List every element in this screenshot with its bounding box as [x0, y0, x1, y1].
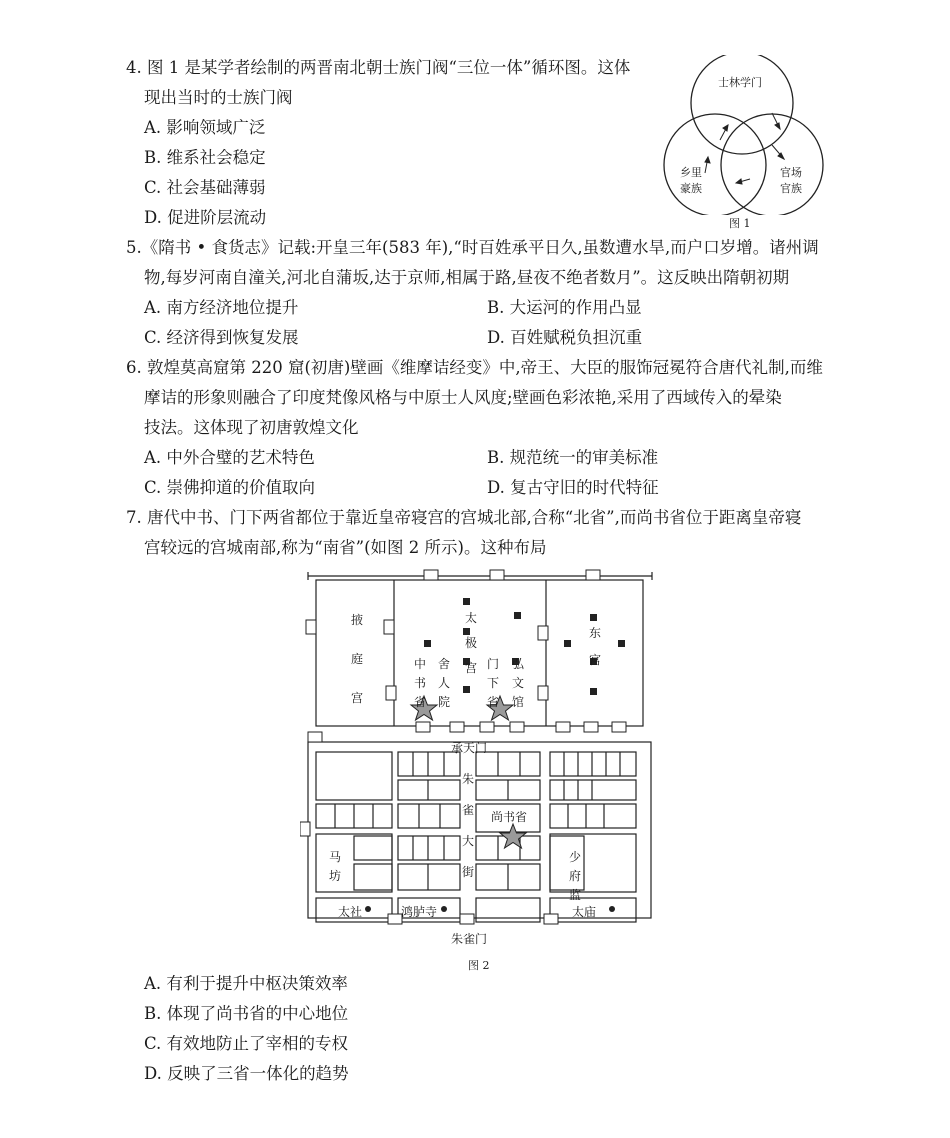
gate-icon	[384, 620, 394, 634]
q4-option-d: D. 促进阶层流动	[144, 208, 267, 227]
gate-icon	[300, 822, 310, 836]
gate-icon	[538, 626, 548, 640]
q6-stem-line3: 技法。这体现了初唐敦煌文化	[144, 418, 359, 437]
q5-option-c: C. 经济得到恢复发展	[144, 328, 299, 347]
figure-1-left-label-1: 乡里	[680, 166, 702, 179]
map-label-chengtian: 承天门	[451, 741, 488, 755]
figure-1-caption: 图 1	[729, 217, 751, 230]
map-label-shaofu: 少府监	[568, 850, 581, 902]
q6-option-c: C. 崇佛抑道的价值取向	[144, 478, 316, 497]
map-label-hongwen: 弘文馆	[511, 657, 524, 709]
gate-icon	[480, 722, 494, 732]
gate-icon	[612, 722, 626, 732]
q7-stem-line1: 7. 唐代中书、门下两省都位于靠近皇帝寝宫的宫城北部,合称“北省”,而尚书省位于距离皇帝寝	[126, 508, 802, 527]
star-shangshu-icon	[500, 824, 526, 848]
gate-icon	[538, 686, 548, 700]
q7-option-d: D. 反映了三省一体化的趋势	[144, 1064, 349, 1083]
figure-1-top-label: 士林学门	[718, 76, 762, 89]
gate-icon	[584, 722, 598, 732]
map-label-taiji: 太极宫	[464, 611, 477, 675]
circle-top	[691, 55, 793, 154]
map-label-shangshu: 尚书省	[491, 810, 528, 824]
q4-stem-line2: 现出当时的士族门阀	[144, 88, 293, 107]
q6-option-b: B. 规范统一的审美标准	[487, 448, 659, 467]
q5-option-b: B. 大运河的作用凸显	[487, 298, 642, 317]
figure-1-left-label-2: 豪族	[680, 182, 702, 195]
q4-option-b: B. 维系社会稳定	[144, 148, 266, 167]
q7-stem-line2: 宫较远的宫城南部,称为“南省”(如图 2 所示)。这种布局	[144, 538, 547, 557]
map-label-mafang: 马坊	[328, 850, 341, 883]
figure-1-right-label-2: 官族	[780, 182, 802, 195]
gate-icon	[490, 570, 504, 580]
map-label-taimiao: 太庙	[572, 905, 597, 919]
taishe-dot	[365, 906, 371, 912]
map-label-yeting: 掖庭宫	[350, 613, 363, 705]
q7-option-b: B. 体现了尚书省的中心地位	[144, 1004, 349, 1023]
q6-option-a: A. 中外合璧的艺术特色	[144, 448, 315, 467]
map-label-zhuque-gate: 朱雀门	[451, 932, 488, 946]
figure-1-right-label-1: 官场	[780, 166, 802, 179]
circle-right	[721, 114, 823, 215]
q4-option-a: A. 影响领域广泛	[144, 118, 266, 137]
gate-icon	[510, 722, 524, 732]
gate-icon	[586, 570, 600, 580]
gate-icon	[460, 914, 474, 924]
q5-option-a: A. 南方经济地位提升	[144, 298, 299, 317]
q6-stem-line2: 摩诘的形象则融合了印度梵像风格与中原士人风度;壁画色彩浓艳,采用了西域传入的晕染	[144, 388, 782, 407]
gate-icon	[544, 914, 558, 924]
gate-icon	[450, 722, 464, 732]
honglu-dot	[441, 906, 447, 912]
gate-icon	[306, 620, 316, 634]
gate-icon	[556, 722, 570, 732]
map-label-menxia: 门下省	[486, 657, 499, 709]
q7-option-a: A. 有利于提升中枢决策效率	[144, 974, 348, 993]
q4-stem-line1: 4. 图 1 是某学者绘制的两晋南北朝士族门阀“三位一体”循环图。这体	[126, 58, 631, 77]
map-label-zhongshu: 中书省	[413, 657, 426, 709]
gate-icon	[388, 914, 402, 924]
taimiao-dot	[609, 906, 615, 912]
q5-stem-line1: 5.《隋书 • 食货志》记载:开皇三年(583 年),“时百姓承平日久,虽数遭水旱,而户口岁增。诸州调	[126, 238, 819, 257]
q5-option-d: D. 百姓赋税负担沉重	[487, 328, 643, 347]
q6-option-d: D. 复古守旧的时代特征	[487, 478, 659, 497]
gate-icon	[386, 686, 396, 700]
gate-icon	[416, 722, 430, 732]
map-label-taishe: 太社	[338, 905, 363, 919]
map-label-honglu: 鸿胪寺	[401, 905, 438, 919]
q5-stem-line2: 物,每岁河南自潼关,河北自蒲坂,达于京师,相属于路,昼夜不绝者数月”。这反映出隋朝初期	[144, 268, 790, 287]
map-label-zhuque-street: 朱雀大街	[461, 772, 474, 879]
q4-option-c: C. 社会基础薄弱	[144, 178, 266, 197]
map-label-donggong: 东宫	[588, 626, 601, 667]
gate-icon	[308, 732, 322, 742]
q7-option-c: C. 有效地防止了宰相的专权	[144, 1034, 349, 1053]
gate-icon	[424, 570, 438, 580]
q6-stem-line1: 6. 敦煌莫高窟第 220 窟(初唐)壁画《维摩诘经变》中,帝王、大臣的服饰冠冕符合唐代礼制,而维	[126, 358, 823, 377]
map-label-sheren: 舍人院	[437, 657, 450, 709]
figure-2-caption: 图 2	[468, 959, 490, 972]
